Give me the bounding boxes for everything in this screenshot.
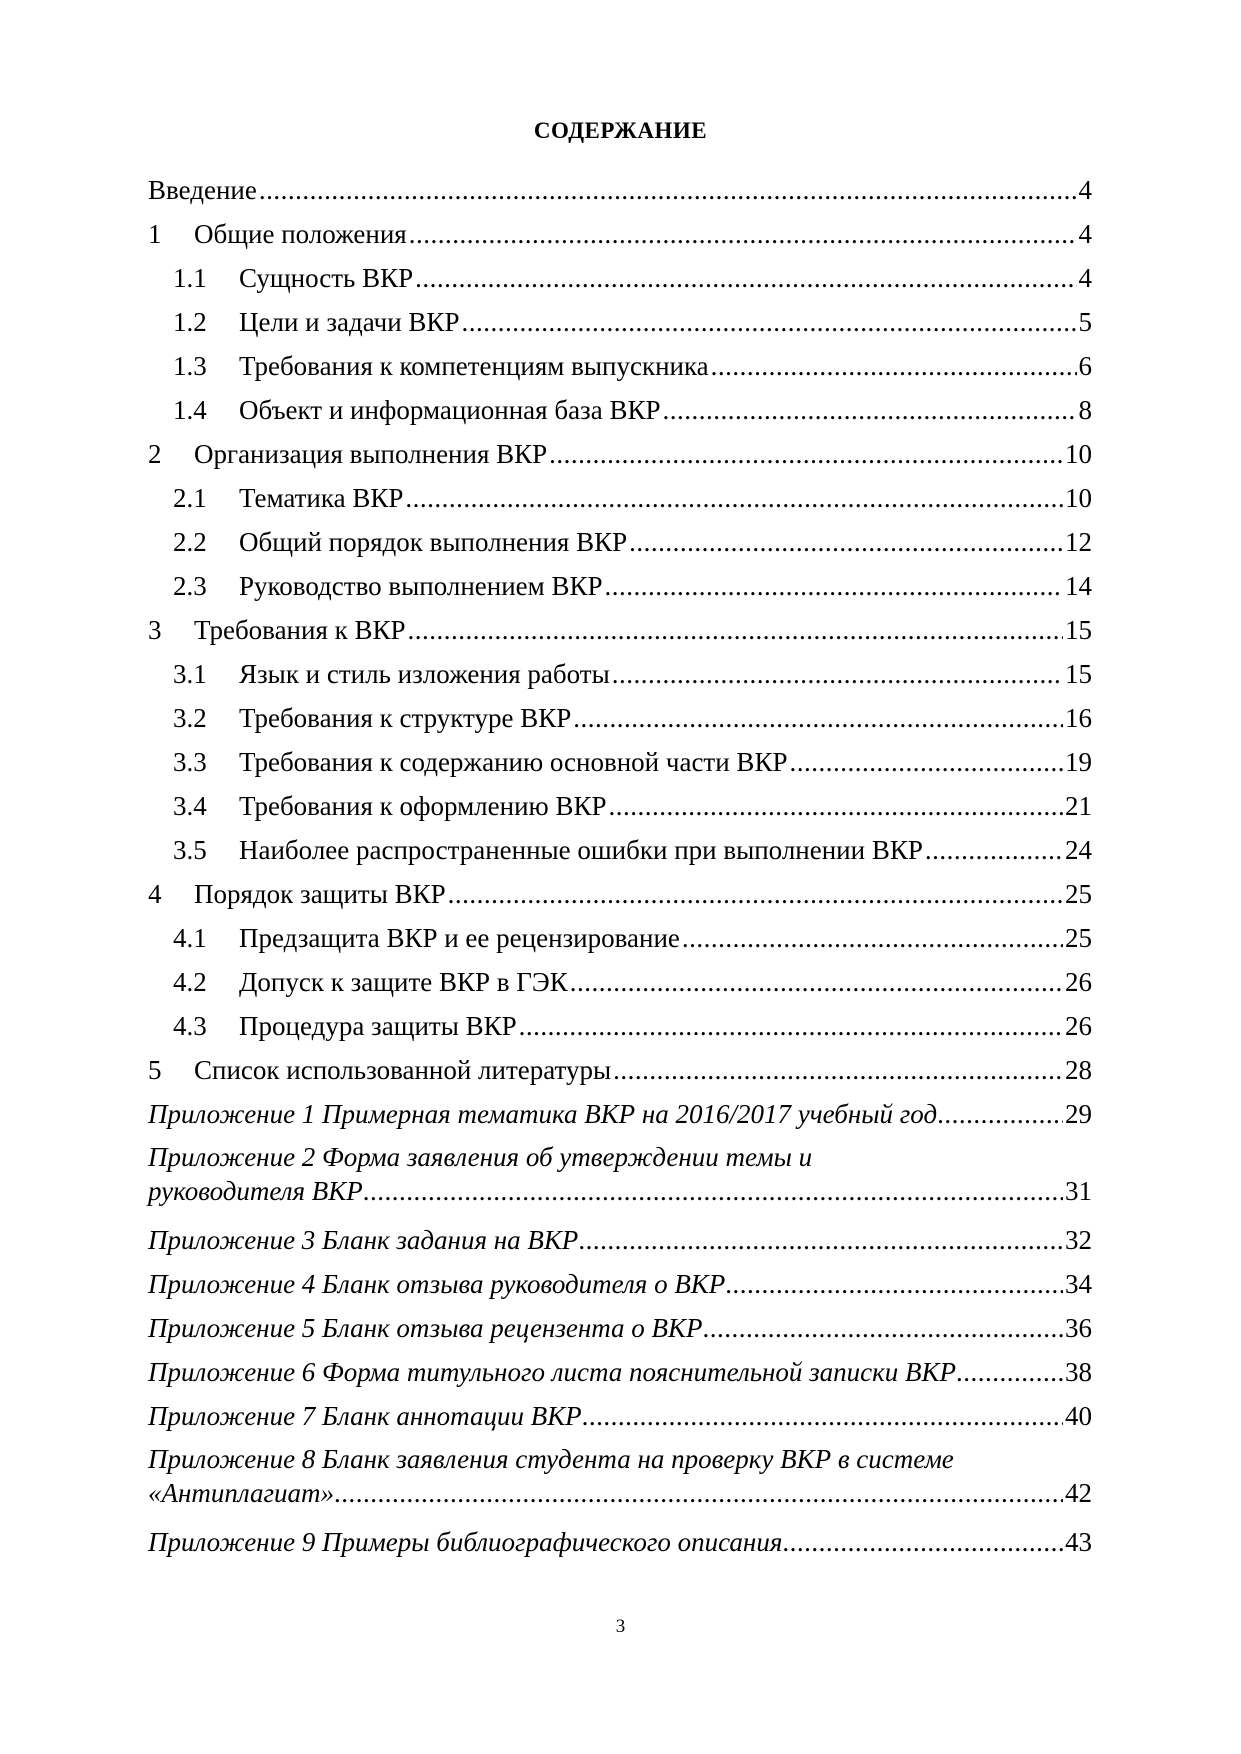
toc-dot-leader — [408, 608, 1063, 652]
toc-dot-leader — [682, 916, 1063, 960]
toc-appendix-label-line1: Приложение 2 Форма заявления об утверждении темы и — [148, 1142, 813, 1172]
toc-entry-label: Цели и задачи ВКР — [239, 307, 460, 337]
toc-entry-page: 32 — [1065, 1225, 1092, 1255]
toc-appendix-label-line1: Приложение 8 Бланк заявления студента на проверку ВКР в системе — [148, 1444, 954, 1474]
toc-appendix-label: Приложение 4 Бланк отзыва руководителя о ВКР — [148, 1269, 726, 1299]
page-number: 3 — [615, 1616, 626, 1637]
toc-appendix-label: Приложение 9 Примеры библиографического описания — [148, 1527, 783, 1557]
toc-entry-page: 5 — [1078, 307, 1092, 337]
toc-entry-number: 3.1 — [173, 659, 207, 689]
toc-entry-3-2[interactable] — [148, 696, 1092, 740]
toc-entry-intro[interactable] — [148, 168, 1092, 212]
toc-entry-2-2[interactable] — [148, 520, 1092, 564]
toc-dot-leader — [956, 1350, 1063, 1394]
toc-entry-1-1[interactable] — [148, 256, 1092, 300]
toc-entry-label: Руководство выполнением ВКР — [239, 571, 603, 601]
toc-appendix-label: Приложение 3 Бланк задания на ВКР — [148, 1225, 579, 1255]
toc-entry-number: 3 — [148, 615, 162, 645]
toc-entry-number: 1.3 — [173, 351, 207, 381]
toc-appendix-1[interactable] — [148, 1092, 1092, 1136]
toc-entry-label: Язык и стиль изложения работы — [239, 659, 610, 689]
toc-entry-label: Сущность ВКР — [239, 263, 414, 293]
toc-entry-4[interactable] — [148, 872, 1092, 916]
toc-entry-3[interactable] — [148, 608, 1092, 652]
toc-entry-page: 24 — [1065, 835, 1092, 865]
toc-dot-leader — [782, 1520, 1063, 1564]
page-title: СОДЕРЖАНИЕ — [533, 118, 708, 143]
toc-appendix-7[interactable] — [148, 1394, 1092, 1438]
toc-dot-leader — [578, 1218, 1063, 1262]
toc-appendix-2[interactable] — [148, 1140, 1092, 1208]
toc-dot-leader — [573, 696, 1063, 740]
toc-dot-leader — [570, 960, 1063, 1004]
toc-entry-number: 1.2 — [173, 307, 207, 337]
toc-entry-number: 5 — [148, 1055, 162, 1085]
toc-entry-2-3[interactable] — [148, 564, 1092, 608]
toc-entry-page: 10 — [1065, 439, 1092, 469]
toc-dot-leader — [608, 784, 1063, 828]
toc-entry-label: Требования к структуре ВКР — [239, 703, 572, 733]
toc-dot-leader — [448, 872, 1063, 916]
toc-entry-label: Общий порядок выполнения ВКР — [239, 527, 628, 557]
toc-entry-page: 4 — [1078, 219, 1092, 249]
toc-entry-1[interactable] — [148, 212, 1092, 256]
toc-entry-number: 1.1 — [173, 263, 207, 293]
toc-dot-leader — [789, 740, 1063, 784]
toc-dot-leader — [461, 300, 1076, 344]
table-of-contents — [148, 168, 1092, 1564]
toc-entry-4-1[interactable] — [148, 916, 1092, 960]
toc-entry-label: Введение — [148, 175, 257, 205]
toc-entry-number: 4.1 — [173, 923, 207, 953]
toc-entry-page: 15 — [1065, 659, 1092, 689]
toc-dot-leader — [334, 1476, 1063, 1510]
toc-entry-number: 3.5 — [173, 835, 207, 865]
toc-entry-label: Порядок защиты ВКР — [194, 879, 446, 909]
toc-entry-label: Наиболее распространенные ошибки при выполнении ВКР — [239, 835, 923, 865]
toc-dot-leader — [405, 476, 1063, 520]
toc-dot-leader — [519, 1004, 1063, 1048]
toc-dot-leader — [612, 652, 1063, 696]
toc-appendix-label: Приложение 6 Форма титульного листа пояснительной записки ВКР — [148, 1357, 956, 1387]
toc-entry-3-4[interactable] — [148, 784, 1092, 828]
toc-entry-1-3[interactable] — [148, 344, 1092, 388]
toc-entry-label: Предзащита ВКР и ее рецензирование — [239, 923, 680, 953]
toc-entry-number: 3.4 — [173, 791, 207, 821]
toc-entry-page: 25 — [1065, 923, 1092, 953]
toc-entry-page: 21 — [1065, 791, 1092, 821]
toc-entry-page: 28 — [1065, 1055, 1092, 1085]
toc-entry-page: 6 — [1078, 351, 1092, 381]
toc-entry-page: 4 — [1078, 175, 1092, 205]
toc-entry-label: Тематика ВКР — [239, 483, 404, 513]
toc-dot-leader — [702, 1306, 1063, 1350]
toc-entry-page: 10 — [1065, 483, 1092, 513]
toc-entry-number: 2.3 — [173, 571, 207, 601]
toc-entry-page: 36 — [1065, 1313, 1092, 1343]
toc-appendix-8-line2 — [148, 1476, 1092, 1510]
toc-entry-page: 31 — [1065, 1176, 1092, 1206]
toc-entry-page: 26 — [1065, 967, 1092, 997]
toc-appendix-6[interactable] — [148, 1350, 1092, 1394]
toc-entry-number: 2 — [148, 439, 162, 469]
toc-entry-page: 42 — [1065, 1478, 1092, 1508]
toc-appendix-label-line2: руководителя ВКР — [148, 1176, 363, 1206]
toc-appendix-label-line2: «Антиплагиат» — [148, 1478, 335, 1508]
toc-entry-4-3[interactable] — [148, 1004, 1092, 1048]
toc-dot-leader — [415, 256, 1076, 300]
toc-entry-page: 15 — [1065, 615, 1092, 645]
toc-dot-leader — [663, 388, 1077, 432]
toc-appendix-9[interactable] — [148, 1520, 1092, 1564]
toc-entry-2-1[interactable] — [148, 476, 1092, 520]
toc-entry-page: 19 — [1065, 747, 1092, 777]
toc-entry-page: 43 — [1065, 1527, 1092, 1557]
toc-entry-page: 14 — [1065, 571, 1092, 601]
toc-entry-number: 4 — [148, 879, 162, 909]
toc-entry-page: 16 — [1065, 703, 1092, 733]
toc-entry-page: 26 — [1065, 1011, 1092, 1041]
toc-dot-leader — [409, 212, 1077, 256]
toc-entry-label: Список использованной литературы — [194, 1055, 612, 1085]
toc-dot-leader — [259, 168, 1077, 212]
toc-entry-page: 12 — [1065, 527, 1092, 557]
toc-entry-4-2[interactable] — [148, 960, 1092, 1004]
toc-entry-page: 29 — [1065, 1099, 1092, 1129]
toc-entry-label: Требования к оформлению ВКР — [239, 791, 607, 821]
toc-appendix-label: Приложение 7 Бланк аннотации ВКР — [148, 1401, 582, 1431]
toc-entry-label: Требования к содержанию основной части ВКР — [239, 747, 788, 777]
toc-entry-label: Допуск к защите ВКР в ГЭК — [239, 967, 568, 997]
toc-dot-leader — [549, 432, 1063, 476]
toc-entry-3-1[interactable] — [148, 652, 1092, 696]
toc-entry-number: 4.2 — [173, 967, 207, 997]
toc-entry-1-4[interactable] — [148, 388, 1092, 432]
toc-entry-page: 40 — [1065, 1401, 1092, 1431]
toc-entry-page: 34 — [1065, 1269, 1092, 1299]
toc-entry-number: 3.2 — [173, 703, 207, 733]
toc-entry-number: 1 — [148, 219, 162, 249]
toc-entry-page: 8 — [1078, 395, 1092, 425]
toc-entry-label: Требования к ВКР — [194, 615, 406, 645]
toc-dot-leader — [725, 1262, 1063, 1306]
toc-entry-number: 1.4 — [173, 395, 207, 425]
toc-entry-page: 4 — [1078, 263, 1092, 293]
toc-dot-leader — [582, 1394, 1063, 1438]
toc-entry-page: 38 — [1065, 1357, 1092, 1387]
toc-entry-label: Общие положения — [194, 219, 407, 249]
toc-entry-3-3[interactable] — [148, 740, 1092, 784]
toc-entry-3-5[interactable] — [148, 828, 1092, 872]
toc-dot-leader — [613, 1048, 1063, 1092]
toc-appendix-2-line2 — [148, 1174, 1092, 1208]
toc-entry-number: 3.3 — [173, 747, 207, 777]
toc-entry-1-2[interactable] — [148, 300, 1092, 344]
toc-entry-number: 2.2 — [173, 527, 207, 557]
toc-appendix-5[interactable] — [148, 1306, 1092, 1350]
toc-entry-5[interactable] — [148, 1048, 1092, 1092]
toc-dot-leader — [711, 344, 1077, 388]
toc-entry-2[interactable] — [148, 432, 1092, 476]
toc-dot-leader — [937, 1092, 1063, 1136]
toc-appendix-4[interactable] — [148, 1262, 1092, 1306]
toc-appendix-label: Приложение 1 Примерная тематика ВКР на 2016/2017 учебный год — [148, 1099, 938, 1129]
toc-dot-leader — [629, 520, 1063, 564]
toc-entry-page: 25 — [1065, 879, 1092, 909]
toc-entry-label: Организация выполнения ВКР — [194, 439, 548, 469]
toc-entry-label: Процедура защиты ВКР — [239, 1011, 517, 1041]
toc-dot-leader — [363, 1174, 1063, 1208]
toc-entry-label: Объект и информационная база ВКР — [239, 395, 661, 425]
toc-entry-label: Требования к компетенциям выпускника — [239, 351, 709, 381]
toc-entry-number: 4.3 — [173, 1011, 207, 1041]
toc-entry-number: 2.1 — [173, 483, 207, 513]
toc-dot-leader — [605, 564, 1063, 608]
toc-appendix-8[interactable] — [148, 1442, 1092, 1510]
toc-appendix-label: Приложение 5 Бланк отзыва рецензента о ВКР — [148, 1313, 703, 1343]
toc-appendix-3[interactable] — [148, 1218, 1092, 1262]
toc-dot-leader — [925, 828, 1063, 872]
